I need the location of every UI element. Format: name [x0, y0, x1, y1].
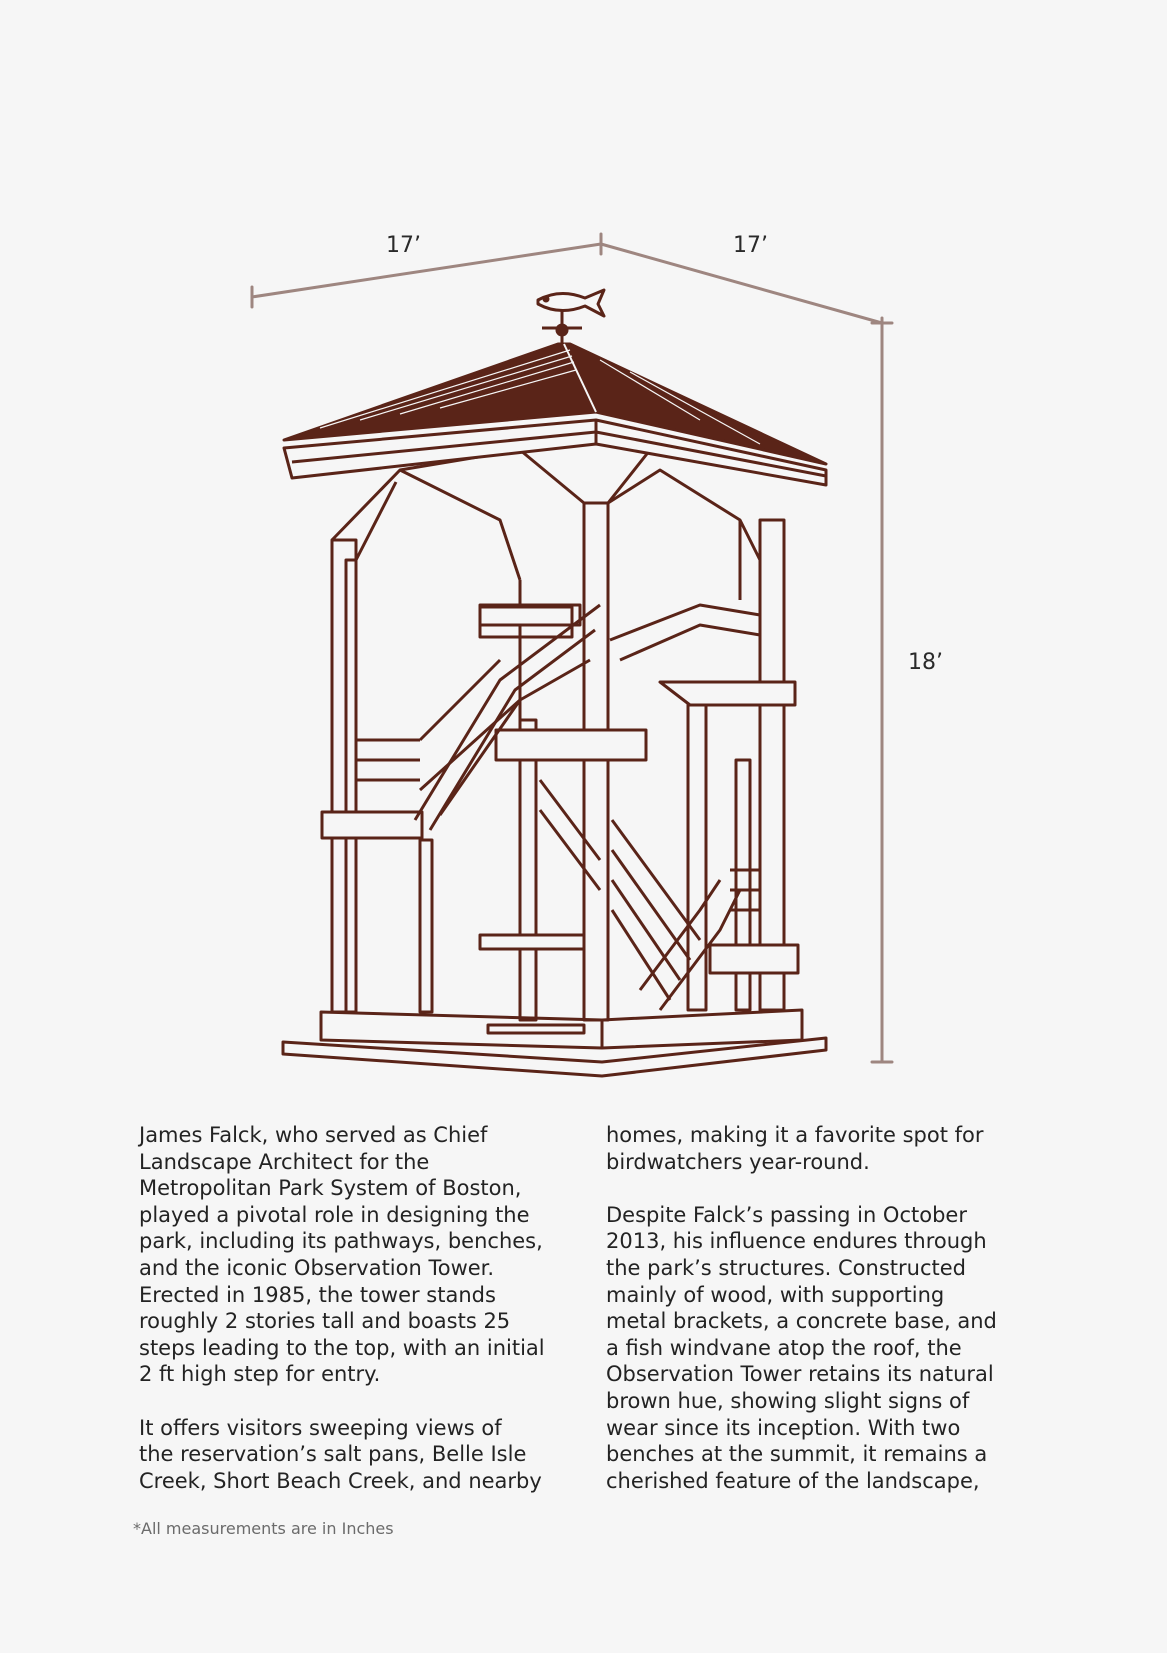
fish-icon	[538, 290, 604, 344]
paragraph: homes, making it a favorite spot for birdwatchers year-round.	[606, 1123, 984, 1174]
stairs-and-landings	[322, 605, 798, 1010]
paragraph: It offers visitors sweeping views of the reservation’s salt pans, Belle Isle Creek, Short Beach Creek, and nearby	[139, 1415, 542, 1493]
paragraph: James Falck, who served as Chief Landscape Architect for the Metropolitan Park System of Boston, played a pivotal role in designing the park, including its pathways, benches, and the iconic Observation Tower. Erected in 1985, the tower stands roughly 2 stories tall and boasts 25 steps leading to the top, with an initial 2 ft high step for entry.	[139, 1123, 545, 1387]
paragraph: Despite Falck’s passing in October 2013, his influence endures through the park’s structures. Constructed mainly of wood, with supporting metal brackets, a concrete base, and a fish windvane atop the roof, the Observation Tower retains its natural brown hue, showing slight signs of wear since its inception. With two benches at the summit, it remains a cherished feature of the landscape,	[606, 1202, 997, 1493]
concrete-base	[321, 1010, 802, 1048]
dimension-height: 18’	[908, 650, 943, 675]
dimension-right-width: 17’	[733, 233, 768, 258]
dimension-left-width: 17’	[386, 233, 421, 258]
text-column-right	[606, 1122, 1046, 1494]
text-column-left	[139, 1122, 579, 1494]
roof-bracing	[332, 450, 760, 720]
tower-drawing	[283, 290, 826, 1076]
footnote: *All measurements are in Inches	[133, 1519, 394, 1538]
